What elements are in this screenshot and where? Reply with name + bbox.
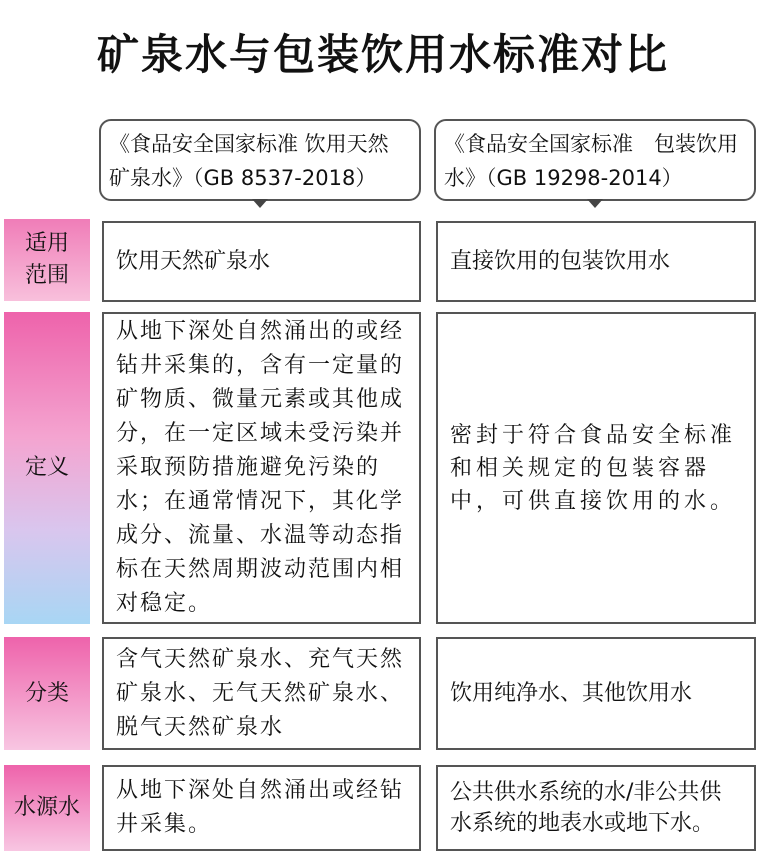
source-mineral-cell: 从地下深处自然涌出或经钻井采集。 <box>102 765 421 851</box>
row-label-category: 分类 <box>4 637 90 750</box>
row-label-source: 水源水 <box>4 765 90 851</box>
definition-packaged-cell: 密封于符合食品安全标准和相关规定的包装容器中，可供直接饮用的水。 <box>436 312 756 624</box>
page-title: 矿泉水与包装饮用水标准对比 <box>96 30 669 79</box>
header-left-text: 《食品安全国家标准 饮用天然矿泉水》（GB 8537-2018） <box>109 132 389 190</box>
arrow-down-icon <box>252 199 268 208</box>
header-mineral-water-standard <box>99 119 421 201</box>
category-packaged-cell: 饮用纯净水、其他饮用水 <box>436 637 756 750</box>
row-label-definition: 定义 <box>4 312 90 624</box>
source-packaged-cell: 公共供水系统的水/非公共供水系统的地表水或地下水。 <box>436 765 756 851</box>
category-mineral-cell: 含气天然矿泉水、充气天然矿泉水、无气天然矿泉水、脱气天然矿泉水 <box>102 637 421 750</box>
scope-mineral-cell: 饮用天然矿泉水 <box>102 221 421 302</box>
header-right-text: 《食品安全国家标准 包装饮用水》（GB 19298-2014） <box>444 132 738 190</box>
row-label-scope: 适用范围 <box>4 219 90 301</box>
arrow-down-icon <box>587 199 603 208</box>
scope-packaged-cell: 直接饮用的包装饮用水 <box>436 221 756 302</box>
header-packaged-water-standard <box>434 119 756 201</box>
definition-mineral-cell: 从地下深处自然涌出的或经钻井采集的，含有一定量的矿物质、微量元素或其他成分，在一定区域未受污染并采取预防措施避免污染的水；在通常情况下，其化学成分、流量、水温等动态指标在天然周期波动范围内相对稳定。 <box>102 312 421 624</box>
